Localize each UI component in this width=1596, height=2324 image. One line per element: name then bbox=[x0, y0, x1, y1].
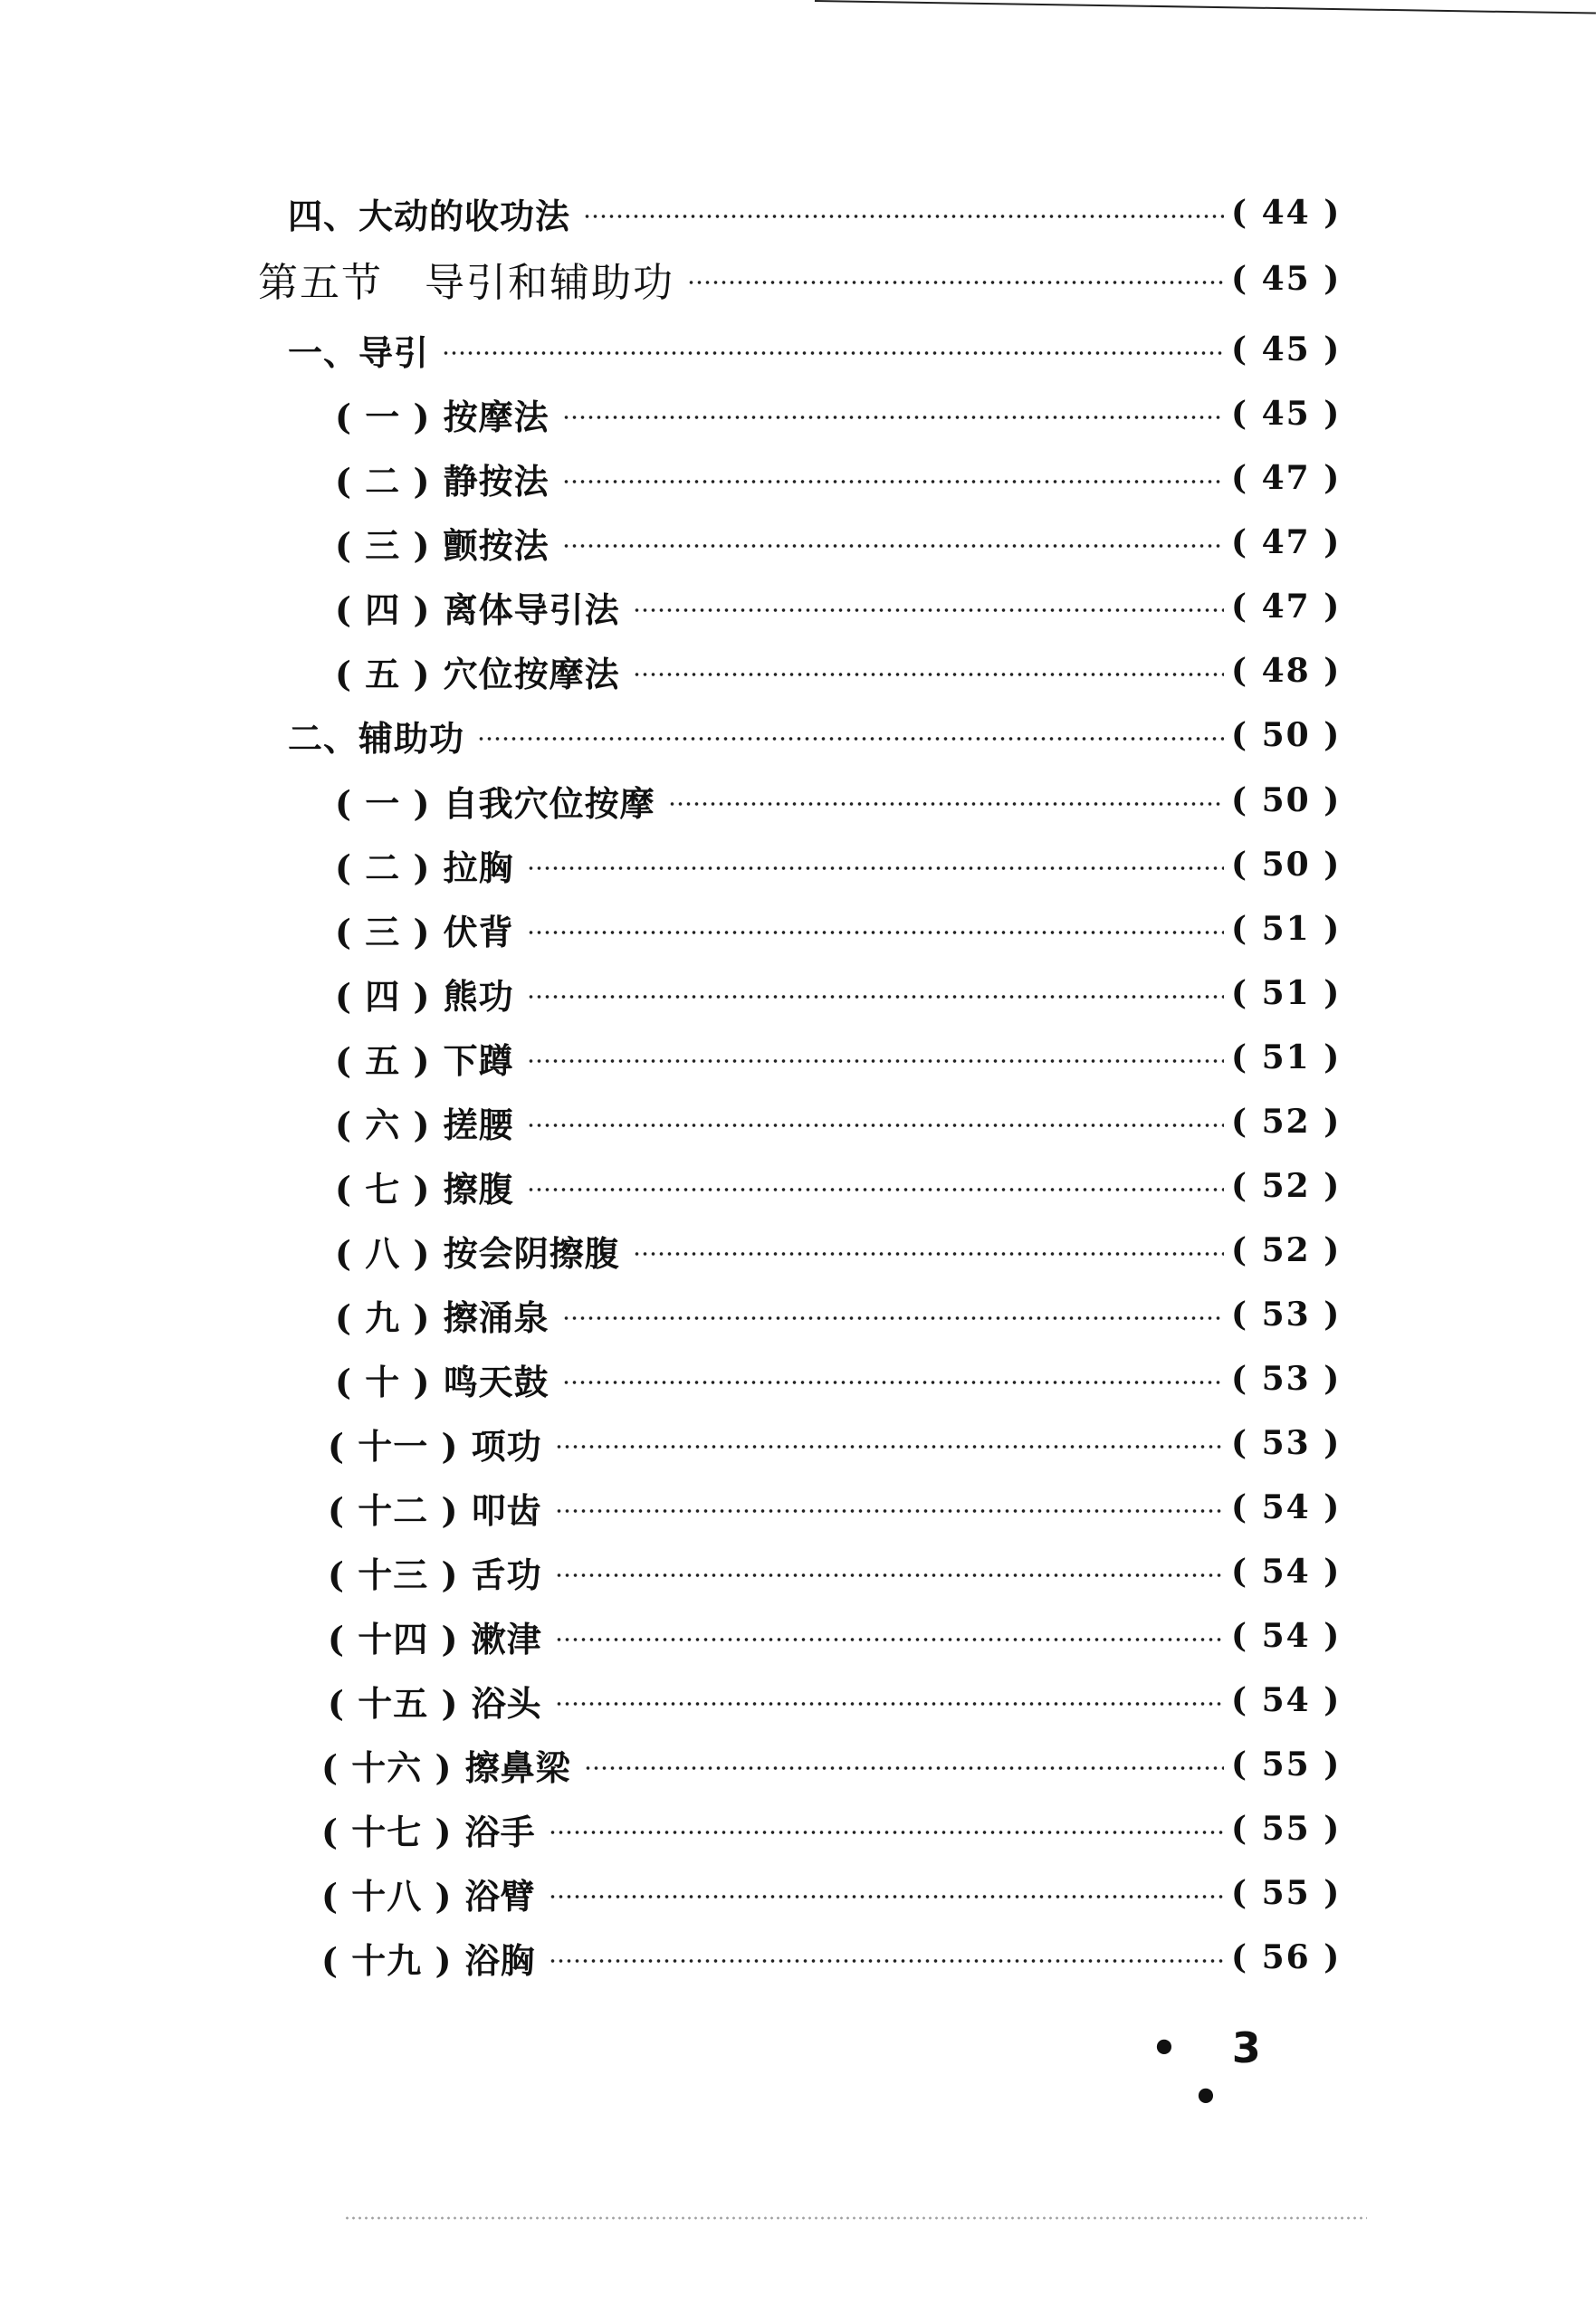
toc-entry-title: ( 二 ) 静按法 bbox=[335, 460, 550, 502]
toc-entry-title: ( 十五 ) 浴头 bbox=[328, 1682, 542, 1724]
leader-dots bbox=[583, 215, 1224, 218]
toc-entry-title: ( 一 ) 自我穴位按摩 bbox=[335, 782, 655, 824]
toc-entry bbox=[328, 1545, 1340, 1599]
leader-dots bbox=[527, 866, 1224, 870]
leader-dots bbox=[555, 1445, 1224, 1449]
toc-entry-page: ( 45 ) bbox=[1231, 260, 1342, 298]
leader-dots bbox=[442, 351, 1224, 355]
leader-dots bbox=[555, 1638, 1224, 1641]
leader-dots bbox=[527, 1124, 1224, 1127]
toc-entry-page: ( 44 ) bbox=[1231, 194, 1342, 232]
toc-entry bbox=[328, 1673, 1340, 1727]
toc-entry bbox=[335, 1287, 1340, 1342]
toc-entry-title: ( 二 ) 拉胸 bbox=[335, 846, 514, 888]
leader-dots bbox=[633, 1252, 1224, 1256]
toc-entry bbox=[321, 1737, 1340, 1792]
toc-entry-title: ( 十八 ) 浴臂 bbox=[321, 1875, 536, 1917]
toc-entry bbox=[335, 1159, 1340, 1213]
toc-entry bbox=[335, 837, 1340, 892]
toc-entry-page: ( 47 ) bbox=[1231, 523, 1342, 561]
leader-dots bbox=[527, 1188, 1224, 1191]
toc-entry-title: ( 十三 ) 舌功 bbox=[328, 1554, 542, 1595]
toc-entry-title: ( 三 ) 伏背 bbox=[335, 911, 514, 952]
leader-dots bbox=[562, 1381, 1224, 1384]
leader-dots bbox=[555, 1509, 1224, 1513]
toc-entry-title: 二、辅助功 bbox=[288, 717, 465, 759]
toc-entry-page: ( 45 ) bbox=[1231, 330, 1342, 368]
toc-entry bbox=[335, 1223, 1340, 1277]
toc-entry-title: ( 十 ) 鸣天鼓 bbox=[335, 1361, 550, 1402]
toc-entry-page: ( 51 ) bbox=[1231, 974, 1342, 1012]
page-number: • 3 • bbox=[1151, 2023, 1281, 2121]
leader-dots bbox=[687, 281, 1224, 284]
toc-entry-page: ( 55 ) bbox=[1231, 1874, 1342, 1912]
toc-entry-page: ( 51 ) bbox=[1231, 1038, 1342, 1076]
leader-dots bbox=[562, 544, 1224, 548]
toc-entry-title: ( 十四 ) 漱津 bbox=[328, 1618, 542, 1659]
toc-entry-title: ( 十六 ) 擦鼻梁 bbox=[321, 1746, 571, 1788]
toc-entry-page: ( 52 ) bbox=[1231, 1167, 1342, 1205]
toc-entry bbox=[335, 773, 1340, 827]
toc-entry bbox=[335, 966, 1340, 1020]
leader-dots bbox=[527, 931, 1224, 934]
leader-dots bbox=[562, 480, 1224, 483]
toc-entry-title: ( 十一 ) 项功 bbox=[328, 1425, 542, 1467]
toc-entry-page: ( 50 ) bbox=[1231, 846, 1342, 884]
toc-entry-title: ( 九 ) 擦涌泉 bbox=[335, 1296, 550, 1338]
toc-entry bbox=[288, 708, 1340, 762]
toc-entry-title: ( 一 ) 按摩法 bbox=[335, 396, 550, 437]
toc-entry-page: ( 55 ) bbox=[1231, 1745, 1342, 1784]
leader-dots bbox=[562, 1316, 1224, 1320]
scan-noise-line bbox=[344, 2216, 1367, 2220]
toc-entry-title: ( 四 ) 离体导引法 bbox=[335, 588, 620, 630]
toc-entry-title: ( 六 ) 搓腰 bbox=[335, 1104, 514, 1145]
toc-entry-page: ( 54 ) bbox=[1231, 1488, 1342, 1526]
leader-dots bbox=[584, 1766, 1224, 1770]
toc-entry-title: ( 八 ) 按会阴擦腹 bbox=[335, 1232, 620, 1274]
leader-dots bbox=[555, 1573, 1224, 1577]
leader-dots bbox=[549, 1959, 1224, 1963]
toc-entry-page: ( 54 ) bbox=[1231, 1553, 1342, 1591]
toc-entry bbox=[335, 515, 1340, 569]
toc-entry-page: ( 54 ) bbox=[1231, 1617, 1342, 1655]
leader-dots bbox=[562, 416, 1224, 419]
toc-entry-title: ( 三 ) 颤按法 bbox=[335, 524, 550, 566]
toc-entry bbox=[335, 1352, 1340, 1406]
toc-entry bbox=[335, 902, 1340, 956]
toc-section-heading bbox=[258, 252, 1340, 306]
toc-entry-page: ( 54 ) bbox=[1231, 1681, 1342, 1719]
toc-entry bbox=[328, 1416, 1340, 1470]
toc-entry bbox=[335, 644, 1340, 698]
toc-entry bbox=[328, 1480, 1340, 1535]
leader-dots bbox=[549, 1831, 1224, 1834]
leader-dots bbox=[668, 802, 1224, 806]
toc-entry-title: ( 十七 ) 浴手 bbox=[321, 1811, 536, 1852]
toc-entry bbox=[288, 186, 1340, 240]
toc-entry-title: 一、导引 bbox=[288, 331, 430, 373]
leader-dots bbox=[549, 1895, 1224, 1898]
toc-entry bbox=[335, 1095, 1340, 1149]
leader-dots bbox=[633, 608, 1224, 612]
toc-entry-title: ( 七 ) 擦腹 bbox=[335, 1168, 514, 1210]
toc-entry-page: ( 47 ) bbox=[1231, 459, 1342, 497]
toc-entry-title: 第五节 导引和辅助功 bbox=[258, 260, 674, 306]
leader-dots bbox=[527, 995, 1224, 999]
leader-dots bbox=[555, 1702, 1224, 1706]
toc-entry-page: ( 47 ) bbox=[1231, 588, 1342, 626]
toc-entry-title: ( 五 ) 下蹲 bbox=[335, 1039, 514, 1081]
toc-entry-page: ( 45 ) bbox=[1231, 395, 1342, 433]
toc-entry bbox=[335, 1030, 1340, 1085]
toc-entry-page: ( 48 ) bbox=[1231, 652, 1342, 690]
toc-entry-title: ( 五 ) 穴位按摩法 bbox=[335, 653, 620, 694]
toc-entry-page: ( 50 ) bbox=[1231, 781, 1342, 819]
toc-entry bbox=[321, 1930, 1340, 1984]
toc-entry-page: ( 51 ) bbox=[1231, 910, 1342, 948]
toc-entry-page: ( 55 ) bbox=[1231, 1810, 1342, 1848]
toc-entry-page: ( 56 ) bbox=[1231, 1938, 1342, 1976]
toc-entry-page: ( 52 ) bbox=[1231, 1103, 1342, 1141]
leader-dots bbox=[633, 673, 1224, 676]
toc-entry-page: ( 53 ) bbox=[1231, 1296, 1342, 1334]
toc-entry bbox=[288, 322, 1340, 377]
toc-entry-title: ( 十二 ) 叩齿 bbox=[328, 1489, 542, 1531]
leader-dots bbox=[527, 1059, 1224, 1063]
toc-entry-page: ( 52 ) bbox=[1231, 1231, 1342, 1269]
toc-entry-page: ( 50 ) bbox=[1231, 716, 1342, 754]
toc-entry-title: ( 四 ) 熊功 bbox=[335, 975, 514, 1017]
toc-entry-page: ( 53 ) bbox=[1231, 1424, 1342, 1462]
toc-entry bbox=[328, 1609, 1340, 1663]
toc-entry bbox=[335, 451, 1340, 505]
leader-dots bbox=[477, 737, 1224, 741]
toc-entry-title: 四、大动的收功法 bbox=[288, 195, 571, 236]
toc-entry bbox=[335, 387, 1340, 441]
toc-entry bbox=[335, 579, 1340, 634]
toc-entry-page: ( 53 ) bbox=[1231, 1360, 1342, 1398]
toc-entry-title: ( 十九 ) 浴胸 bbox=[321, 1939, 536, 1981]
toc-entry bbox=[321, 1802, 1340, 1856]
toc-entry bbox=[321, 1866, 1340, 1920]
